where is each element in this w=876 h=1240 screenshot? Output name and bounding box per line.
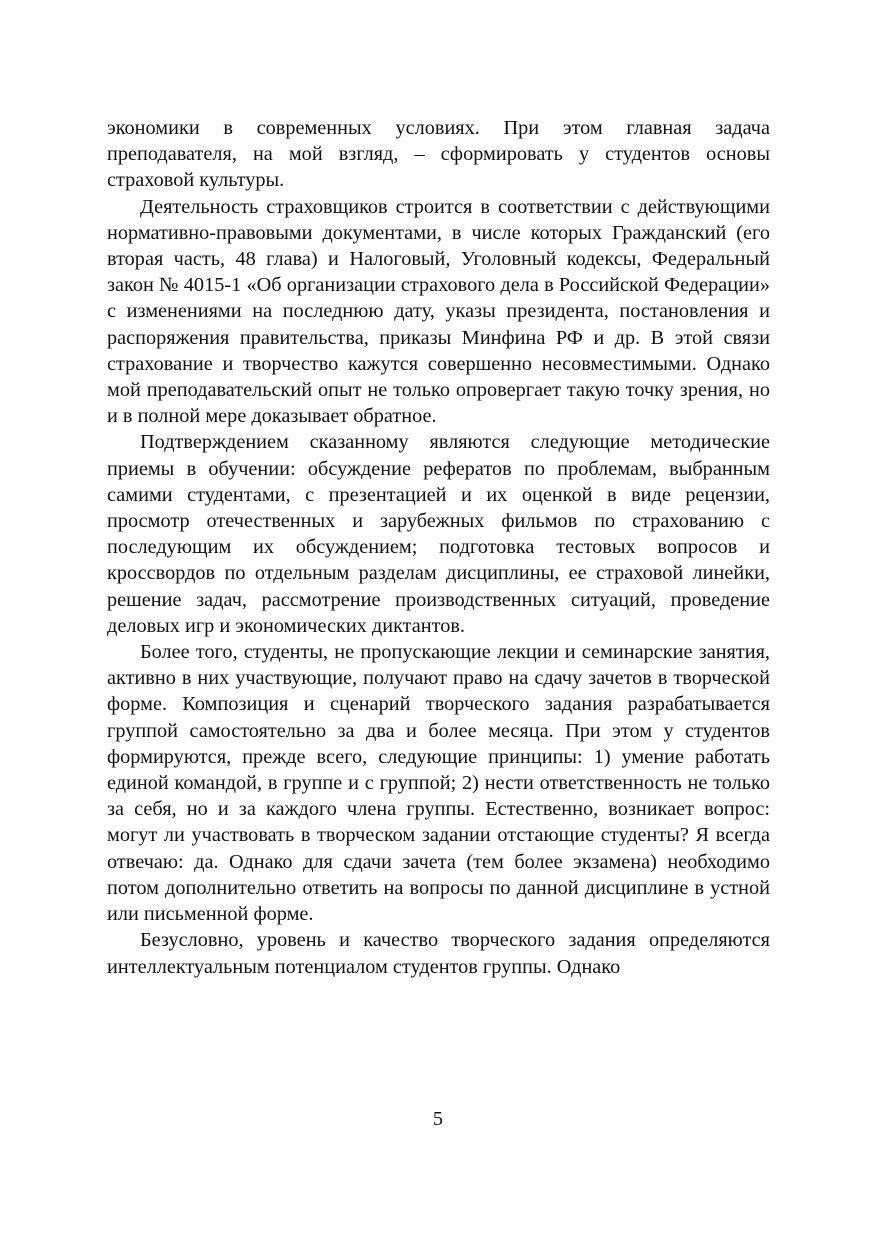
- body-text: [107, 115, 770, 980]
- paragraph-continuation: экономики в современных условиях. При этом главная задача преподавателя, на мой взгляд, – сформировать у студентов основы страховой культуры.: [107, 117, 770, 192]
- paragraph-insurers-activity: Деятельность страховщиков строится в соответствии с действующими нормативно-правовыми документами, в числе которых Гражданский (его вторая часть, 48 глава) и Налоговый, Уголовный кодексы, Федеральный закон № 4015-1 «Об организации страхового дела в Российской Федерации» с изменениями на последнюю дату, указы президента, постановления и распоряжения правительства, приказы Минфина РФ и др. В этой связи страхование и творчество кажутся совершенно несовместимыми. Однако мой преподавательский опыт не только опровергает такую точку зрения, но и в полной мере доказывает обратное.: [107, 195, 770, 428]
- page-number: 5: [432, 1108, 444, 1130]
- paragraph-creative-task-level: Безусловно, уровень и качество творческого задания определяются интеллектуальным потенциалом студентов группы. Однако: [107, 929, 770, 978]
- paragraph-teaching-methods: Подтверждением сказанному являются следующие методические приемы в обучении: обсуждение рефератов по проблемам, выбранным самими студентами, с презентацией и их оценкой в виде рецензии, просмотр отечественных и зарубежных фильмов по страхованию с последующим их обсуждением; подготовка тестовых вопросов и кроссвордов по отдельным разделам дисциплины, ее страховой линейки, решение задач, рассмотрение производственных ситуаций, проведение деловых игр и экономических диктантов.: [107, 431, 770, 637]
- paragraph-creative-credit: Более того, студенты, не пропускающие лекции и семинарские занятия, активно в них участвующие, получают право на сдачу зачетов в творческой форме. Композиция и сценарий творческого задания разрабатывается группой самостоятельно за два и более месяца. При этом у студентов формируются, прежде всего, следующие принципы: 1) умение работать единой командой, в группе и с группой; 2) нести ответственность не только за себя, но и за каждого члена группы. Естественно, возникает вопрос: могут ли участвовать в творческом задании отстающие студенты? Я всегда отвечаю: да. Однако для сдачи зачета (тем более экзамена) необходимо потом дополнительно ответить на вопросы по данной дисциплине в устной или письменной форме.: [107, 641, 770, 926]
